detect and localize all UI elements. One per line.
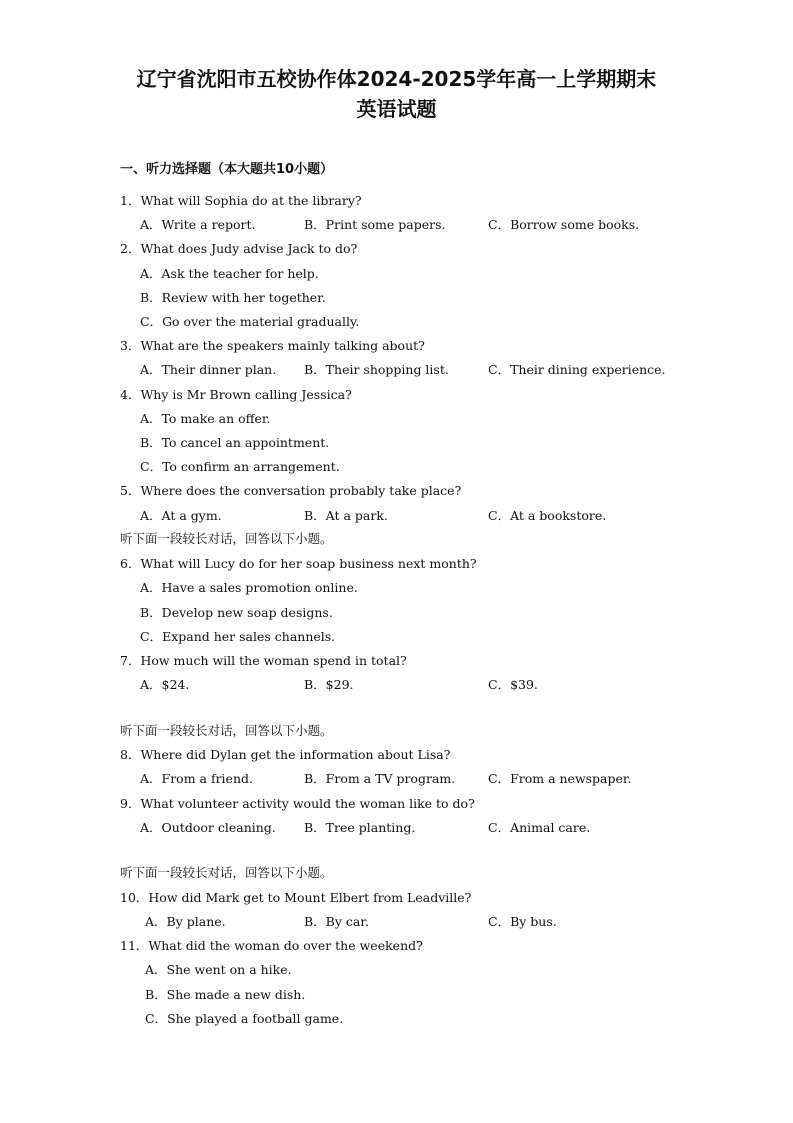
option-c: C．Expand her sales channels. <box>140 629 336 644</box>
option-c: C．By bus. <box>488 914 557 929</box>
option-b: B．To cancel an appointment. <box>140 435 330 450</box>
question-text: 3．What are the speakers mainly talking about? <box>120 338 425 353</box>
option-a: A．Outdoor cleaning. <box>140 820 276 835</box>
listening-instruction: 听下面一段较长对话，回答以下小题。 <box>120 865 333 880</box>
option-c: C．Go over the material gradually. <box>140 314 360 329</box>
question-text: 9．What volunteer activity would the woman like to do? <box>120 796 475 811</box>
option-a: A．From a friend. <box>140 771 253 786</box>
question-text: 1．What will Sophia do at the library? <box>120 193 362 208</box>
question-text: 6．What will Lucy do for her soap business next month? <box>120 556 477 571</box>
option-b: B．By car. <box>304 914 369 929</box>
option-b: B．Tree planting. <box>304 820 416 835</box>
option-b: B．From a TV program. <box>304 771 456 786</box>
question-text: 11．What did the woman do over the weekend? <box>120 938 423 953</box>
option-a: A．At a gym. <box>140 508 222 523</box>
listening-instruction: 听下面一段较长对话，回答以下小题。 <box>120 531 333 546</box>
option-c: C．She played a football game. <box>145 1011 344 1026</box>
option-c: C．$39. <box>488 677 538 692</box>
option-c: C．To confirm an arrangement. <box>140 459 340 474</box>
option-c: C．From a newspaper. <box>488 771 632 786</box>
section-heading: 一、听力选择题（本大题共10小题） <box>120 162 334 177</box>
document-title-line-2: 英语试题 <box>356 97 437 121</box>
question-text: 10．How did Mark get to Mount Elbert from Leadville? <box>120 890 472 905</box>
option-a: A．By plane. <box>145 914 226 929</box>
option-a: A．She went on a hike. <box>145 962 292 977</box>
option-c: C．Their dining experience. <box>488 362 666 377</box>
option-b: B．Their shopping list. <box>304 362 449 377</box>
option-a: A．$24. <box>140 677 190 692</box>
option-c: C．Animal care. <box>488 820 591 835</box>
option-c: C．Borrow some books. <box>488 217 640 232</box>
listening-instruction: 听下面一段较长对话，回答以下小题。 <box>120 723 333 738</box>
question-text: 5．Where does the conversation probably take place? <box>120 483 462 498</box>
option-a: A．Write a report. <box>140 217 256 232</box>
document-title-line-1: 辽宁省沈阳市五校协作体2024-2025学年高一上学期期末 <box>136 67 657 91</box>
option-b: B．Review with her together. <box>140 290 326 305</box>
question-text: 4．Why is Mr Brown calling Jessica? <box>120 387 352 402</box>
option-a: A．Ask the teacher for help. <box>140 266 319 281</box>
option-b: B．At a park. <box>304 508 388 523</box>
option-c: C．At a bookstore. <box>488 508 607 523</box>
option-b: B．She made a new dish. <box>145 987 306 1002</box>
option-b: B．Print some papers. <box>304 217 446 232</box>
question-text: 7．How much will the woman spend in total? <box>120 653 407 668</box>
option-b: B．Develop new soap designs. <box>140 605 333 620</box>
option-a: A．Have a sales promotion online. <box>140 580 358 595</box>
option-b: B．$29. <box>304 677 354 692</box>
question-text: 2．What does Judy advise Jack to do? <box>120 241 358 256</box>
option-a: A．Their dinner plan. <box>140 362 277 377</box>
option-a: A．To make an offer. <box>140 411 271 426</box>
question-text: 8．Where did Dylan get the information about Lisa? <box>120 747 451 762</box>
